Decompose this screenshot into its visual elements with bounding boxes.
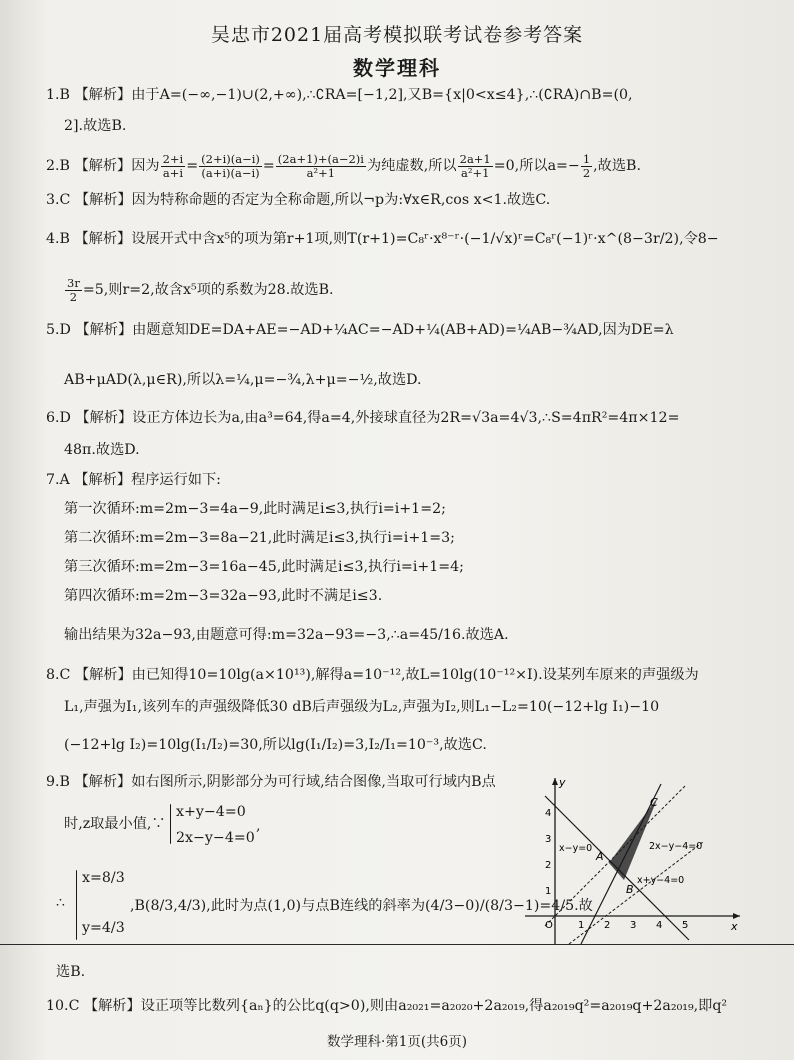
- y-axis-arrow: [552, 778, 558, 785]
- answer-8-line-2: L₁,声强为I₁,该列车的声强级降低30 dB后声强级为L₂,声强为I₂,则L₁−L₂=10(−12+lg I₁)−10: [64, 699, 660, 715]
- point-a-label: A: [596, 850, 604, 863]
- denominator: 2: [69, 289, 78, 304]
- answer-1-line-1: 1.B 【解析】由于A=(−∞,−1)∪(2,+∞),∴∁RA=[−1,2],又B={x|0<x≤4},∴(∁RA)∩B=(0,: [46, 87, 633, 103]
- system-comma: ,: [256, 818, 261, 834]
- answer-10-line-1: 10.C 【解析】设正项等比数列{aₙ}的公比q(q>0),则由a₂₀₂₁=a₂₀₂₀+2a₂₀₁₉,得a₂₀₁₉q²=a₂₀₁₉q+2a₂₀₁₉,即q²: [46, 998, 728, 1014]
- answer-9-end: 选B.: [56, 964, 86, 980]
- solution-x: x=8/3: [82, 870, 125, 886]
- fraction: [199, 153, 262, 180]
- answer-2: 2.B 【解析】因为 $\frac{2+i}{a+i}$ = $\frac{(2+i)(a-i)}{(a+i)(a-i)}$ = $\frac{(2a+1)+(a-2)i}{\text{a²+1}}$ 为纯虚数,所以 $\frac{2a+1}{\text{a²+1}}$ =0,所以a=− $\frac{1}{2}$ ,故选B.: [46, 151, 641, 180]
- answer-7-loop-2: 第二次循环:m=2m−3=8a−21,此时满足i≤3,执行i=i+1=3;: [64, 530, 455, 546]
- equation-brace: [170, 804, 171, 844]
- numerator: (2a+1)+(a−2)i: [277, 151, 364, 166]
- system-eq-1: x+y−4=0: [176, 804, 246, 820]
- answer-1-line-2: 2].故选B.: [64, 118, 127, 134]
- y-axis-label: y: [559, 776, 566, 789]
- x-tick-5: 5: [682, 920, 689, 931]
- numerator: 1: [582, 151, 591, 166]
- section-divider: [0, 944, 794, 945]
- numerator: 2a+1: [459, 151, 491, 166]
- answer-2-text-a: 2.B 【解析】因为: [46, 158, 160, 174]
- answer-2-text-b: 为纯虚数,所以: [366, 158, 457, 174]
- answer-7-heading: 7.A 【解析】程序运行如下:: [46, 472, 221, 488]
- x-tick-1: 1: [578, 920, 585, 931]
- fraction: [65, 277, 82, 304]
- denominator: 2: [582, 165, 591, 180]
- x-tick-2: 2: [604, 920, 611, 931]
- fraction: [581, 153, 592, 180]
- answer-6-line-1: 6.D 【解析】设正方体边长为a,由a³=64,得a=4,外接球直径为2R=√3a=4√3,∴S=4πR²=4π×12=: [46, 410, 680, 426]
- numerator: 3r: [67, 275, 80, 290]
- x-tick-3: 3: [630, 920, 637, 931]
- numerator: (2+i)(a−i): [201, 151, 260, 166]
- answer-3: 3.C 【解析】因为特称命题的否定为全称命题,所以¬p为:∀x∈R,cos x<1.故选C.: [46, 192, 551, 208]
- answer-6-line-2: 48π.故选D.: [64, 442, 140, 458]
- denominator: a²+1: [306, 165, 336, 180]
- line-2x-minus-y-label: 2x−y−4=0: [649, 841, 703, 852]
- denominator: a+i: [162, 165, 184, 180]
- answer-7-loop-3: 第三次循环:m=2m−3=16a−45,此时满足i≤3,执行i=i+1=4;: [64, 559, 464, 575]
- line-x-minus-y-label: x−y=0: [559, 843, 593, 854]
- line-2x-minus-y: [581, 784, 661, 944]
- answer-4-line-2: [64, 272, 334, 308]
- answer-8-line-3: (−12+lg I₂)=10lg(I₁/I₂)=30,所以lg(I₁/I₂)=3,I₂/I₁=10⁻³,故选C.: [64, 737, 487, 753]
- x-axis-label: x: [731, 920, 738, 933]
- solution-brace: [76, 870, 77, 940]
- answer-7-loop-1: 第一次循环:m=2m−3=4a−9,此时满足i≤3,执行i=i+1=2;: [64, 501, 446, 517]
- line-x-plus-y-label: x+y−4=0: [637, 875, 685, 886]
- x-tick-4: 4: [656, 920, 663, 931]
- page-subtitle: 数学理科: [353, 56, 441, 80]
- answer-8-line-1: 8.C 【解析】由已知得10=10lg(a×10¹³),解得a=10⁻¹²,故L=10lg(10⁻¹²×I).设某列车原来的声强级为: [46, 667, 699, 683]
- answer-9-line-3: ,B(8/3,4/3),此时为点(1,0)与点B连线的斜率为(4/3−0)/(8/3−1)=4/5.故: [130, 898, 593, 914]
- answer-7-loop-4: 第四次循环:m=2m−3=32a−93,此时不满足i≤3.: [64, 588, 383, 604]
- page-title: 吴忠市2021届高考模拟联考试卷参考答案: [210, 24, 584, 46]
- point-b-label: B: [626, 883, 634, 896]
- therefore-symbol: ∴: [56, 895, 66, 911]
- y-tick-1: 1: [545, 886, 552, 897]
- answer-2-text-c: =0,所以a=−: [493, 158, 580, 174]
- x-axis-arrow: [733, 913, 740, 919]
- y-tick-3: 3: [545, 834, 552, 845]
- fraction: [161, 153, 186, 180]
- answer-4-line-1: 4.B 【解析】设展开式中含x⁵的项为第r+1项,则T(r+1)=C₈ʳ·x⁸⁻ʳ·(−1/√x)ʳ=C₈ʳ(−1)ʳ·x^(8−3r/2),令8−: [46, 231, 719, 247]
- answer-2-text-d: ,故选B.: [593, 158, 641, 174]
- fraction: [458, 153, 493, 180]
- y-tick-2: 2: [545, 860, 552, 871]
- origin-label: O: [545, 920, 553, 931]
- y-tick-4: 4: [545, 808, 552, 819]
- page-footer: 数学理科·第1页(共6页): [326, 1034, 467, 1050]
- line-x-plus-y: [545, 796, 689, 940]
- solution-y: y=4/3: [82, 920, 125, 936]
- feasible-region-graph: [525, 776, 745, 946]
- graph-svg: [525, 776, 745, 946]
- answer-5-line-1: 5.D 【解析】由题意知DE=DA+AE=−AD+¼AC=−AD+¼(AB+AD)=¼AB−¾AD,因为DE=λ: [46, 322, 674, 338]
- answer-9-line-2: 时,z取最小值,∵: [64, 816, 166, 832]
- answer-9-line-1: 9.B 【解析】如右图所示,阴影部分为可行域,结合图像,当取可行域内B点: [46, 774, 496, 790]
- answer-7-result: 输出结果为32a−93,由题意可得:m=32a−93=−3,∴a=45/16.故选A.: [64, 627, 509, 643]
- answer-4-text: =5,则r=2,故含x⁵项的系数为28.故选B.: [82, 282, 334, 298]
- system-eq-2: 2x−y−4=0: [176, 830, 255, 846]
- answer-5-line-2: AB+μAD(λ,μ∈R),所以λ=¼,μ=−¾,λ+μ=−½,故选D.: [64, 372, 422, 388]
- denominator: a²+1: [460, 165, 490, 180]
- point-c-label: C: [650, 796, 658, 809]
- fraction: [276, 153, 366, 180]
- denominator: (a+i)(a−i): [201, 165, 260, 180]
- numerator: 2+i: [162, 151, 184, 166]
